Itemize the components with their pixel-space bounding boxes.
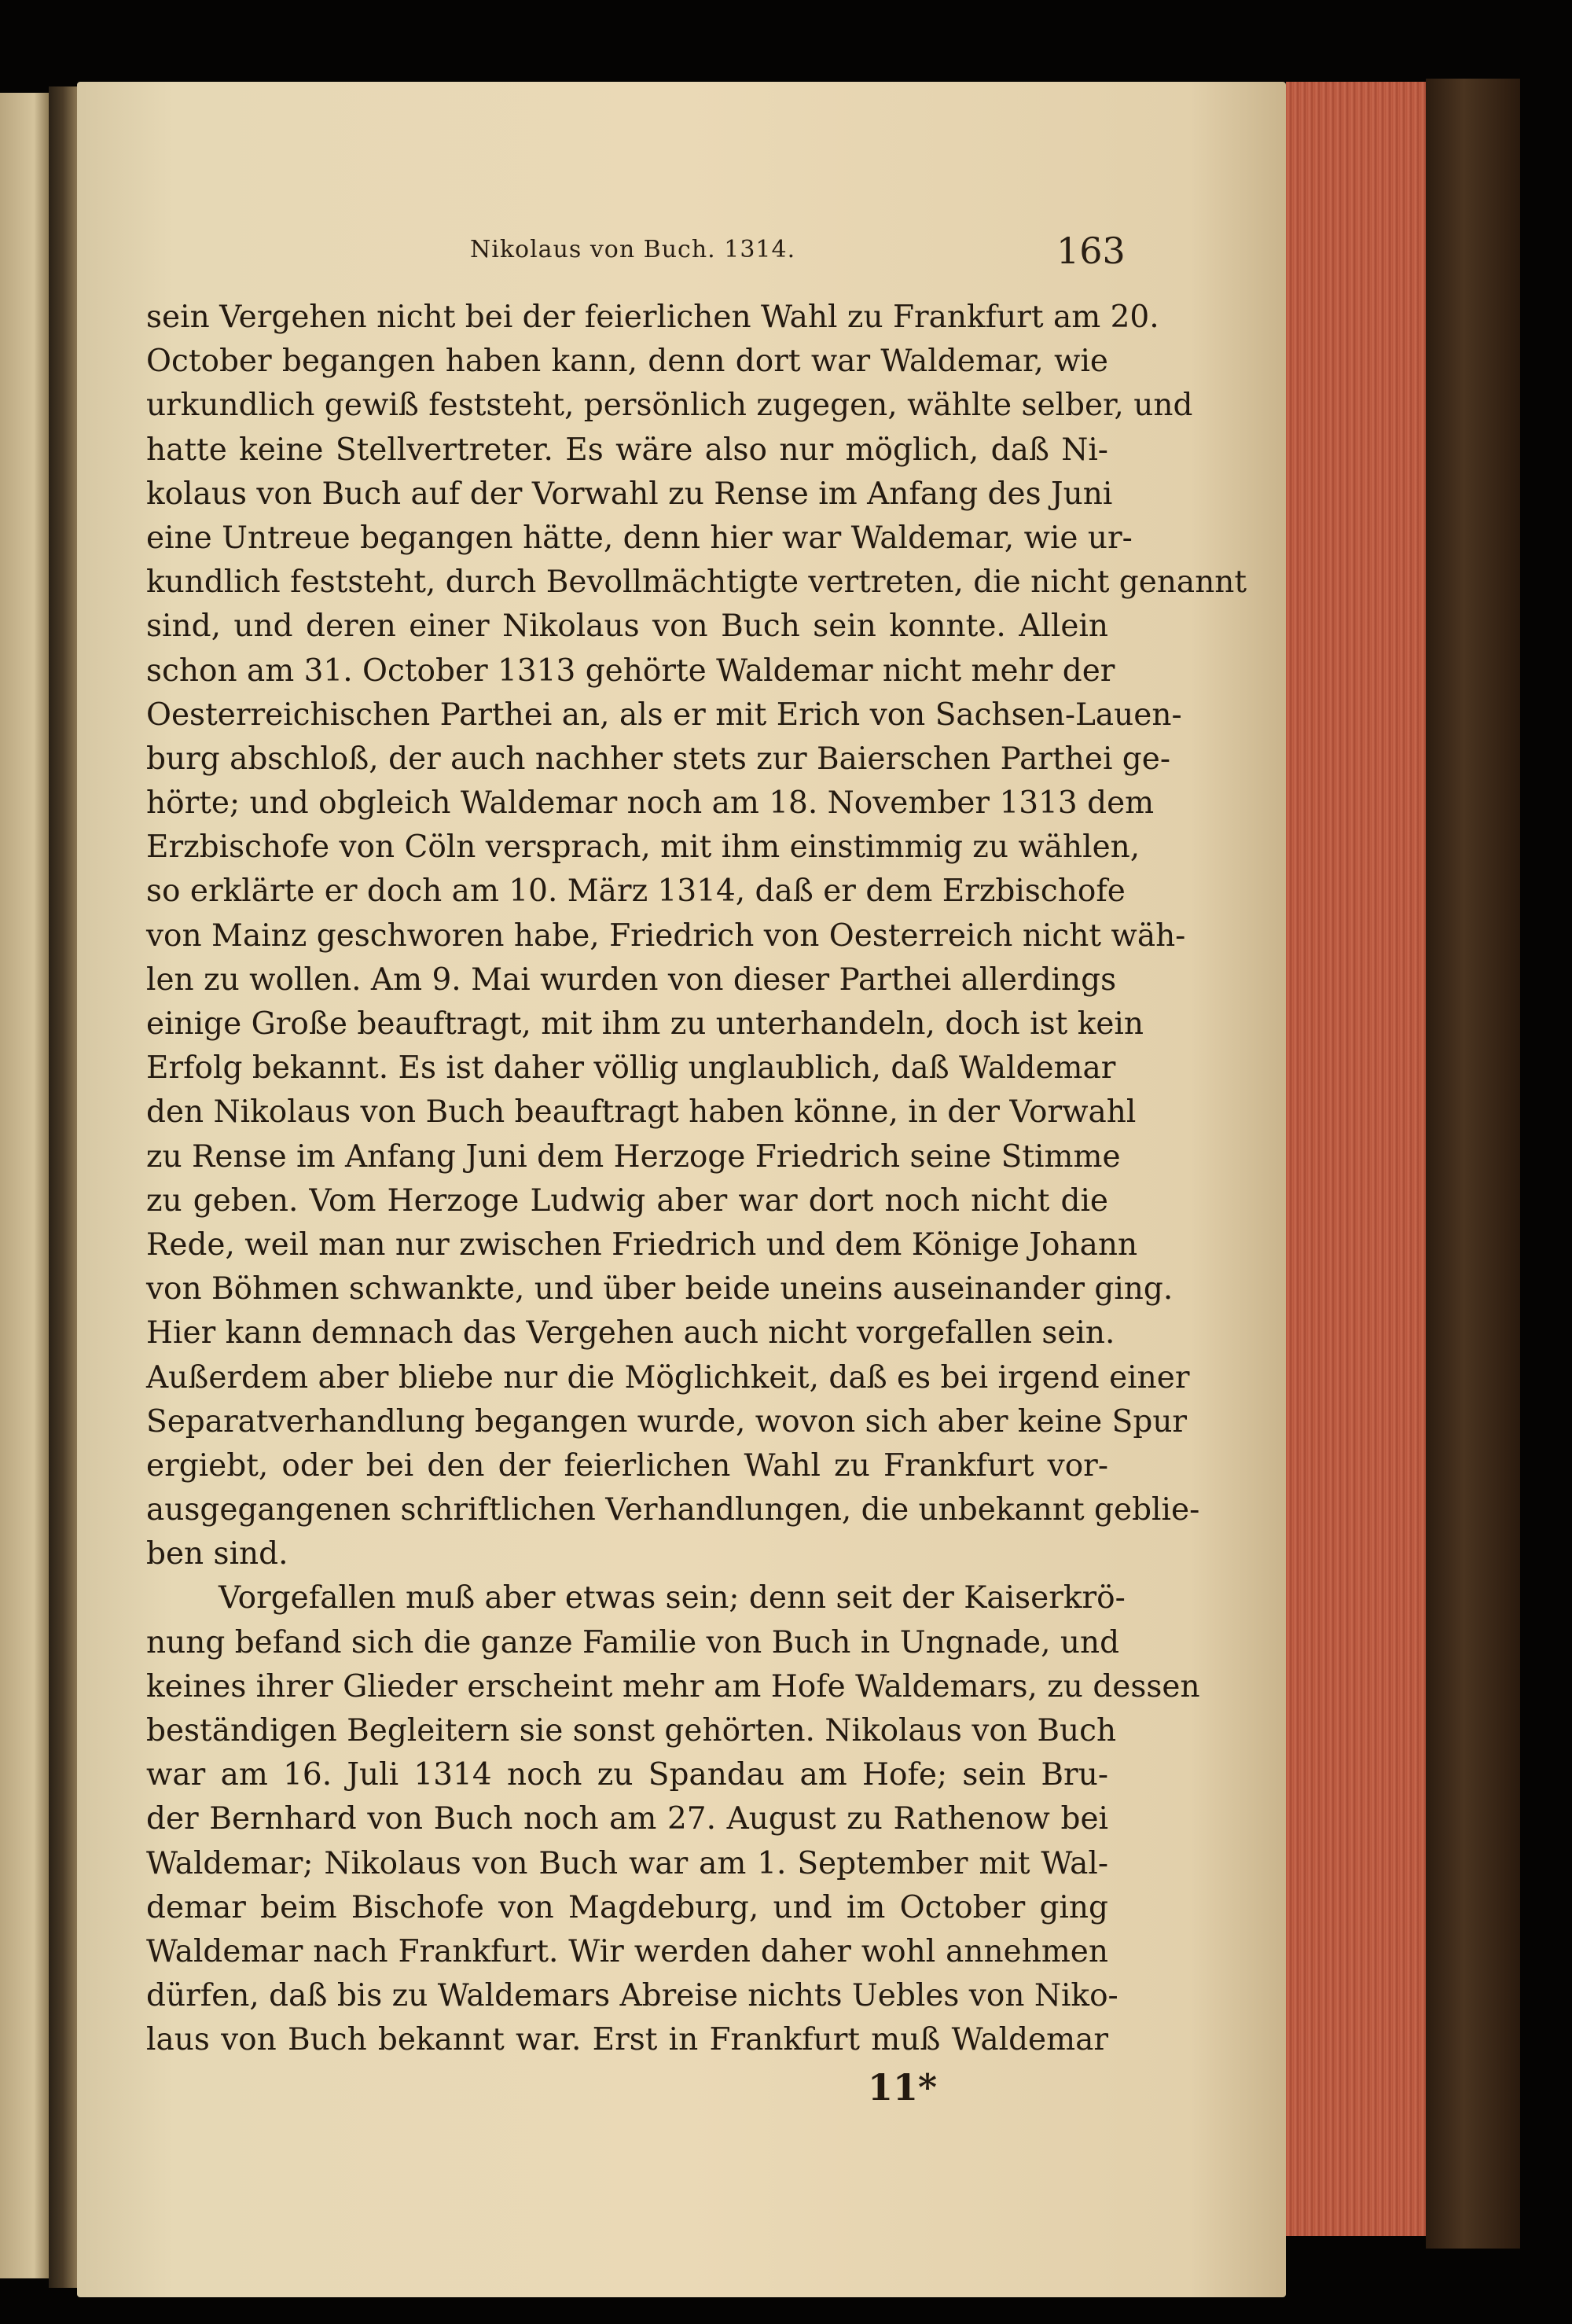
text-line: demar beim Bischofe von Magdeburg, und im October ging	[146, 1889, 1108, 1925]
text-line: laus von Buch bekannt war. Erst in Frankfurt muß Waldemar	[146, 2022, 1108, 2058]
text-line: ergiebt, oder bei den der feierlichen Wahl zu Frankfurt vor-	[146, 1447, 1108, 1484]
text-line: sind, und deren einer Nikolaus von Buch sein konnte. Allein	[146, 609, 1108, 645]
text-line: dürfen, daß bis zu Waldemars Abreise nichts Uebles von Niko-	[146, 1978, 1118, 2014]
text-line: von Mainz geschworen habe, Friedrich von Oesterreich nicht wäh-	[146, 917, 1186, 954]
book-cover	[1426, 79, 1520, 2249]
text-line: Separatverhandlung begangen wurde, wovon sich aber keine Spur	[146, 1403, 1188, 1440]
text-line: von Böhmen schwankte, und über beide uneins auseinander ging.	[146, 1271, 1173, 1307]
text-line: sein Vergehen nicht bei der feierlichen Wahl zu Frankfurt am 20.	[146, 300, 1159, 335]
text-line: zu geben. Vom Herzoge Ludwig aber war dort noch nicht die	[146, 1182, 1108, 1219]
text-line: Erzbischofe von Cöln versprach, mit ihm einstimmig zu wählen,	[146, 829, 1140, 866]
text-line: Oesterreichischen Parthei an, als er mit Erich von Sachsen-Lauen-	[146, 697, 1182, 733]
text-line: Hier kann demnach das Vergehen auch nicht vorgefallen sein.	[146, 1315, 1115, 1351]
signature-mark: 11*	[868, 2066, 938, 2109]
text-line: len zu wollen. Am 9. Mai wurden von dieser Parthei allerdings	[146, 962, 1117, 998]
text-line: ausgegangenen schriftlichen Verhandlungen, die unbekannt geblie-	[146, 1492, 1200, 1528]
text-line: burg abschloß, der auch nachher stets zur Baierschen Parthei ge-	[146, 741, 1171, 777]
running-title: Nikolaus von Buch. 1314.	[470, 236, 796, 263]
text-line: eine Untreue begangen hätte, denn hier war Waldemar, wie ur-	[146, 520, 1133, 556]
text-line: Rede, weil man nur zwischen Friedrich und dem Könige Johann	[146, 1226, 1138, 1263]
body-text	[146, 296, 1247, 2063]
text-line: beständigen Begleitern sie sonst gehörten. Nikolaus von Buch	[146, 1713, 1117, 1749]
text-line: den Nikolaus von Buch beauftragt haben könne, in der Vorwahl	[146, 1094, 1137, 1131]
book-gutter	[49, 86, 77, 2288]
previous-page-edge	[0, 93, 49, 2278]
text-line: war am 16. Juli 1314 noch zu Spandau am Hofe; sein Bru-	[146, 1757, 1108, 1793]
text-line: der Bernhard von Buch noch am 27. August zu Rathenow bei	[146, 1801, 1108, 1837]
text-line: hatte keine Stellvertreter. Es wäre also nur möglich, daß Ni-	[146, 432, 1108, 468]
text-line: Außerdem aber bliebe nur die Möglichkeit, daß es bei irgend einer	[146, 1359, 1190, 1396]
text-line: nung befand sich die ganze Familie von Buch in Ungnade, und	[146, 1624, 1120, 1660]
text-line: Erfolg bekannt. Es ist daher völlig unglaublich, daß Waldemar	[146, 1050, 1116, 1087]
text-line: einige Große beauftragt, mit ihm zu unterhandeln, doch ist kein	[146, 1006, 1144, 1042]
text-line: ben sind.	[146, 1536, 288, 1572]
text-line: keines ihrer Glieder erscheint mehr am Hofe Waldemars, zu dessen	[146, 1668, 1200, 1704]
text-line: Waldemar; Nikolaus von Buch war am 1. September mit Wal-	[146, 1845, 1108, 1881]
text-line: kolaus von Buch auf der Vorwahl zu Rense im Anfang des Juni	[146, 476, 1113, 512]
text-line: Vorgefallen muß aber etwas sein; denn seit der Kaiserkrö-	[219, 1580, 1126, 1616]
text-line: zu Rense im Anfang Juni dem Herzoge Friedrich seine Stimme	[146, 1138, 1121, 1175]
text-line: hörte; und obgleich Waldemar noch am 18. November 1313 dem	[146, 785, 1155, 822]
page-number: 163	[1056, 230, 1126, 272]
text-line: schon am 31. October 1313 gehörte Waldemar nicht mehr der	[146, 653, 1115, 689]
text-line: Waldemar nach Frankfurt. Wir werden daher wohl annehmen	[146, 1933, 1108, 1969]
text-line: kundlich feststeht, durch Bevollmächtigte vertreten, die nicht genannt	[146, 564, 1247, 601]
text-line: October begangen haben kann, denn dort war Waldemar, wie	[146, 344, 1108, 380]
text-line: urkundlich gewiß feststeht, persönlich zugegen, wählte selber, und	[146, 388, 1193, 424]
page-block-edges	[1286, 82, 1426, 2236]
text-line: so erklärte er doch am 10. März 1314, daß er dem Erzbischofe	[146, 873, 1126, 910]
